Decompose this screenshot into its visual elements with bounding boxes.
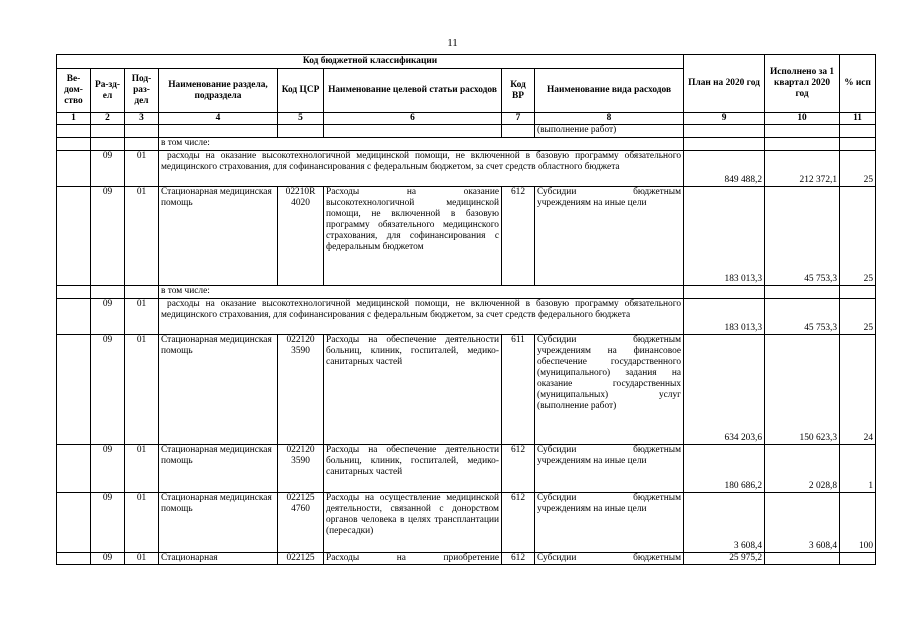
percent-value: 25: [840, 187, 876, 286]
subsection-code: 01: [125, 187, 159, 286]
csr-code: 022125: [278, 553, 324, 565]
plan-value: 849 488,2: [684, 151, 765, 187]
target-article: Расходы на приобретение: [324, 553, 502, 565]
percent-value: 24: [840, 335, 876, 445]
table-row: [57, 125, 876, 138]
table-row: [57, 553, 876, 565]
csr-code: 022120 3590: [278, 445, 324, 493]
header-department: Ве-дом-ство: [57, 69, 91, 113]
executed-value: 3 608,4: [765, 493, 840, 553]
target-article: Расходы на обеспечение деятельности больниц, клиник, госпиталей, медико-санитарных частей: [324, 445, 502, 493]
expense-type: (выполнение работ): [535, 125, 684, 138]
subsection-code: 01: [125, 493, 159, 553]
column-number: 4: [159, 113, 278, 125]
csr-code: 02210R 4020: [278, 187, 324, 286]
plan-value: 3 608,4: [684, 493, 765, 553]
group-header: Код бюджетной классификации: [57, 55, 684, 69]
expense-type: Субсидии бюджетным учреждениям на иные цели: [535, 445, 684, 493]
expense-description: расходы на оказание высокотехнологичной медицинской помощи, не включенной в базовую программу обязательного медицинского страхования, для софинансирования с федеральным бюджетом, за счет средств федерального бюджета: [159, 299, 684, 335]
header-vr-code: Код ВР: [502, 69, 535, 113]
header-section-name: Наименование раздела, подраздела: [159, 69, 278, 113]
column-number: 9: [684, 113, 765, 125]
plan-value: 183 013,3: [684, 187, 765, 286]
table-row: [57, 299, 876, 335]
header-subsection: Под-раз-дел: [125, 69, 159, 113]
including-label: в том числе:: [159, 286, 684, 299]
section-name: Стационарная медицинская помощь: [159, 187, 278, 286]
executed-value: 150 623,3: [765, 335, 840, 445]
column-number: 5: [278, 113, 324, 125]
expense-type: Субсидии бюджетным: [535, 553, 684, 565]
csr-code: 022120 3590: [278, 335, 324, 445]
column-number: 2: [91, 113, 125, 125]
header-expense-type: Наименование вида расходов: [535, 69, 684, 113]
header-target-article: Наименование целевой статьи расходов: [324, 69, 502, 113]
section-code: 09: [91, 151, 125, 187]
vr-code: 612: [502, 553, 535, 565]
percent-value: 25: [840, 299, 876, 335]
expense-type: Субсидии бюджетным учреждениям на финансовое обеспечение государственного (муниципального) задания на оказание государственных (муниципальных) услуг (выполнение работ): [535, 335, 684, 445]
expense-type: Субсидии бюджетным учреждениям на иные цели: [535, 187, 684, 286]
plan-value: 180 686,2: [684, 445, 765, 493]
executed-value: 212 372,1: [765, 151, 840, 187]
header-csr-code: Код ЦСР: [278, 69, 324, 113]
budget-execution-table: [56, 54, 876, 565]
table-row: [57, 187, 876, 286]
section-name: Стационарная медицинская помощь: [159, 493, 278, 553]
table-row: [57, 138, 876, 151]
header-section: Ра-зд-ел: [91, 69, 125, 113]
vr-code: 612: [502, 445, 535, 493]
section-code: 09: [91, 493, 125, 553]
subsection-code: 01: [125, 553, 159, 565]
csr-code: 022125 4760: [278, 493, 324, 553]
table-row: [57, 493, 876, 553]
table-row: [57, 286, 876, 299]
plan-value: 25 975,2: [684, 553, 765, 565]
section-name: Стационарная: [159, 553, 278, 565]
column-number: 10: [765, 113, 840, 125]
header-executed: Исполнено за 1 квартал 2020 год: [765, 55, 840, 113]
section-code: 09: [91, 187, 125, 286]
target-article: Расходы на оказание высокотехнологичной медицинской помощи, не включенной в базовую программу обязательного медицинского страхования, для софинансирования с федеральным бюджетом: [324, 187, 502, 286]
percent-value: 25: [840, 151, 876, 187]
section-code: 09: [91, 553, 125, 565]
column-number: 7: [502, 113, 535, 125]
subsection-code: 01: [125, 445, 159, 493]
table-row: [57, 445, 876, 493]
column-number: 8: [535, 113, 684, 125]
vr-code: 611: [502, 335, 535, 445]
page-number: 11: [447, 37, 458, 49]
vr-code: 612: [502, 493, 535, 553]
table-row: [57, 335, 876, 445]
plan-value: 183 013,3: [684, 299, 765, 335]
plan-value: 634 203,6: [684, 335, 765, 445]
percent-value: 100: [840, 493, 876, 553]
subsection-code: 01: [125, 335, 159, 445]
section-name: Стационарная медицинская помощь: [159, 335, 278, 445]
column-number: 11: [840, 113, 876, 125]
vr-code: 612: [502, 187, 535, 286]
column-number: 6: [324, 113, 502, 125]
column-number: 1: [57, 113, 91, 125]
target-article: Расходы на обеспечение деятельности больниц, клиник, госпиталей, медико-санитарных частей: [324, 335, 502, 445]
executed-value: 2 028,8: [765, 445, 840, 493]
column-number: 3: [125, 113, 159, 125]
including-label: в том числе:: [159, 138, 684, 151]
section-name: Стационарная медицинская помощь: [159, 445, 278, 493]
subsection-code: 01: [125, 299, 159, 335]
target-article: Расходы на осуществление медицинской деятельности, связанной с донорством органов человека в целях трансплантации (пересадки): [324, 493, 502, 553]
section-code: 09: [91, 445, 125, 493]
executed-value: 45 753,3: [765, 299, 840, 335]
executed-value: 45 753,3: [765, 187, 840, 286]
header-percent: % исп: [840, 55, 876, 113]
table-row: [57, 151, 876, 187]
section-code: 09: [91, 299, 125, 335]
expense-description: расходы на оказание высокотехнологичной медицинской помощи, не включенной в базовую программу обязательного медицинского страхования, для софинансирования с федеральным бюджетом, за счет средств областного бюджета: [159, 151, 684, 187]
expense-type: Субсидии бюджетным учреждениям на иные цели: [535, 493, 684, 553]
column-number-row: [57, 113, 876, 125]
section-code: 09: [91, 335, 125, 445]
subsection-code: 01: [125, 151, 159, 187]
header-plan: План на 2020 год: [684, 55, 765, 113]
percent-value: 1: [840, 445, 876, 493]
